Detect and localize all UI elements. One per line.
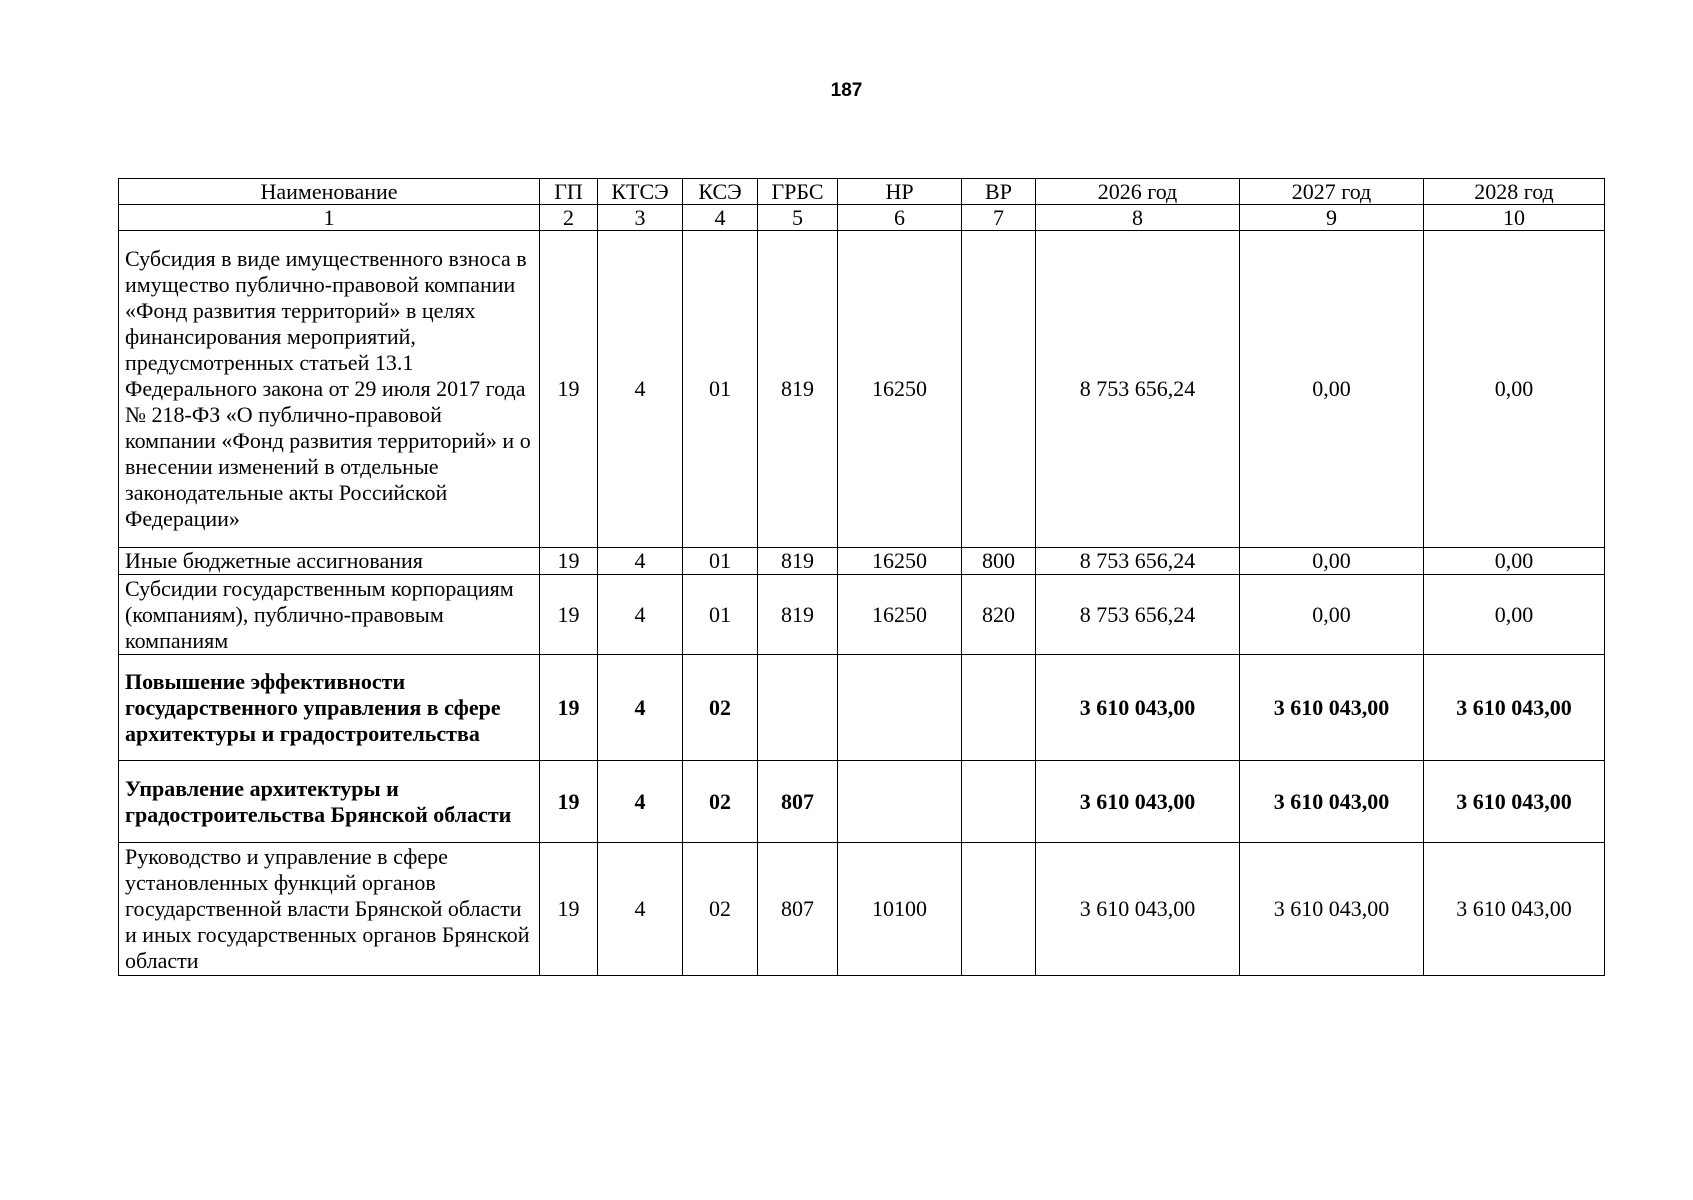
cell-gp: 19 (540, 231, 598, 548)
cell-vr: 800 (962, 548, 1036, 575)
cell-kse: 02 (683, 655, 758, 761)
column-number: 3 (598, 205, 683, 231)
page-number: 187 (830, 80, 863, 101)
cell-ktse: 4 (598, 231, 683, 548)
cell-gp: 19 (540, 843, 598, 976)
cell-2028: 0,00 (1424, 548, 1605, 575)
cell-2026: 8 753 656,24 (1036, 231, 1240, 548)
cell-name: Иные бюджетные ассигнования (119, 548, 540, 575)
cell-2026: 3 610 043,00 (1036, 843, 1240, 976)
column-number: 8 (1036, 205, 1240, 231)
header-2026: 2026 год (1036, 179, 1240, 205)
header-nr: НР (838, 179, 962, 205)
cell-ktse: 4 (598, 548, 683, 575)
cell-nr (838, 655, 962, 761)
header-2028: 2028 год (1424, 179, 1605, 205)
cell-2028: 0,00 (1424, 231, 1605, 548)
cell-2027: 0,00 (1240, 548, 1424, 575)
cell-nr: 16250 (838, 231, 962, 548)
cell-ktse: 4 (598, 761, 683, 843)
cell-2028: 3 610 043,00 (1424, 761, 1605, 843)
table-row (119, 761, 1605, 843)
cell-2027: 3 610 043,00 (1240, 655, 1424, 761)
cell-name: Субсидия в виде имущественного взноса в имущество публично-правовой компании «Фонд развития территорий» в целях финансирования мероприятий, предусмотренных статьей 13.1 Федерального закона от 29 июля 2017 года № 218-ФЗ «О публично-правовой компании «Фонд развития территорий» и о внесении изменений в отдельные законодательные акты Российской Федерации» (119, 231, 540, 548)
column-number: 6 (838, 205, 962, 231)
column-number: 7 (962, 205, 1036, 231)
cell-kse: 02 (683, 761, 758, 843)
cell-name: Руководство и управление в сфере установленных функций органов государственной власти Брянской области и иных государственных органов Брянской области (119, 843, 540, 976)
cell-nr: 16250 (838, 575, 962, 655)
cell-kse: 01 (683, 548, 758, 575)
column-number: 4 (683, 205, 758, 231)
budget-table (118, 178, 1605, 976)
cell-grbs: 819 (758, 548, 838, 575)
cell-2026: 8 753 656,24 (1036, 575, 1240, 655)
cell-kse: 01 (683, 231, 758, 548)
table-row (119, 548, 1605, 575)
cell-ktse: 4 (598, 575, 683, 655)
header-row (119, 179, 1605, 205)
column-number: 5 (758, 205, 838, 231)
cell-gp: 19 (540, 575, 598, 655)
cell-kse: 01 (683, 575, 758, 655)
header-kse: КСЭ (683, 179, 758, 205)
cell-name: Субсидии государственным корпорациям (компаниям), публично-правовым компаниям (119, 575, 540, 655)
cell-vr (962, 231, 1036, 548)
column-number: 9 (1240, 205, 1424, 231)
cell-vr: 820 (962, 575, 1036, 655)
cell-nr (838, 761, 962, 843)
cell-name: Повышение эффективности государственного управления в сфере архитектуры и градостроительства (119, 655, 540, 761)
cell-2027: 3 610 043,00 (1240, 843, 1424, 976)
cell-grbs (758, 655, 838, 761)
cell-2027: 3 610 043,00 (1240, 761, 1424, 843)
cell-2026: 3 610 043,00 (1036, 655, 1240, 761)
header-ktse: КТСЭ (598, 179, 683, 205)
cell-grbs: 807 (758, 843, 838, 976)
cell-ktse: 4 (598, 655, 683, 761)
table-row (119, 575, 1605, 655)
column-number: 1 (119, 205, 540, 231)
cell-2028: 3 610 043,00 (1424, 655, 1605, 761)
cell-grbs: 807 (758, 761, 838, 843)
header-gp: ГП (540, 179, 598, 205)
cell-vr (962, 843, 1036, 976)
cell-ktse: 4 (598, 843, 683, 976)
cell-vr (962, 655, 1036, 761)
header-vr: ВР (962, 179, 1036, 205)
cell-vr (962, 761, 1036, 843)
table-row (119, 655, 1605, 761)
cell-grbs: 819 (758, 575, 838, 655)
cell-2027: 0,00 (1240, 575, 1424, 655)
cell-nr: 16250 (838, 548, 962, 575)
cell-gp: 19 (540, 761, 598, 843)
cell-2028: 3 610 043,00 (1424, 843, 1605, 976)
cell-name: Управление архитектуры и градостроительства Брянской области (119, 761, 540, 843)
table-row (119, 231, 1605, 548)
column-number-row (119, 205, 1605, 231)
column-number: 10 (1424, 205, 1605, 231)
cell-2026: 8 753 656,24 (1036, 548, 1240, 575)
cell-nr: 10100 (838, 843, 962, 976)
cell-kse: 02 (683, 843, 758, 976)
column-number: 2 (540, 205, 598, 231)
header-grbs: ГРБС (758, 179, 838, 205)
cell-gp: 19 (540, 548, 598, 575)
cell-grbs: 819 (758, 231, 838, 548)
table-row (119, 843, 1605, 976)
cell-2027: 0,00 (1240, 231, 1424, 548)
header-2027: 2027 год (1240, 179, 1424, 205)
cell-2028: 0,00 (1424, 575, 1605, 655)
header-name: Наименование (119, 179, 540, 205)
cell-gp: 19 (540, 655, 598, 761)
cell-2026: 3 610 043,00 (1036, 761, 1240, 843)
